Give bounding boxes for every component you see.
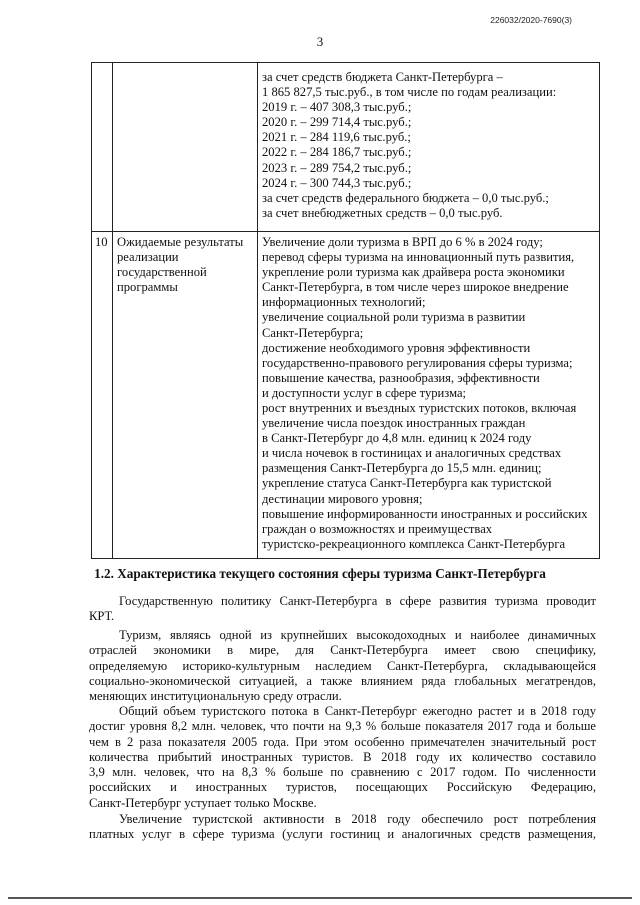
paragraph-line: Туризм, являясь одной из крупнейших высокодоходных и наиболее динамичных xyxy=(119,628,596,642)
result-line: повышение качества, разнообразия, эффективности xyxy=(262,370,540,385)
budget-line: 2021 г. – 284 119,6 тыс.руб.; xyxy=(262,130,411,145)
table-row xyxy=(92,231,600,558)
table-row xyxy=(92,63,600,232)
paragraph-line: чем в 2 раза показателя 2005 года. При этом особенно примечателен значительный рост xyxy=(89,734,596,749)
result-line: в Санкт-Петербург до 4,8 млн. единиц к 2024 году xyxy=(262,431,532,446)
result-line: Увеличение доли туризма в ВРП до 6 % в 2024 году; xyxy=(262,234,543,249)
budget-line: 1 865 827,5 тыс.руб., в том числе по годам реализации: xyxy=(262,85,557,100)
result-line: увеличение числа поездок иностранных граждан xyxy=(262,416,526,431)
result-line: укрепление статуса Санкт-Петербурга как туристской xyxy=(262,476,552,491)
budget-line: 2022 г. – 284 186,7 тыс.руб.; xyxy=(262,145,412,160)
row-number-cell xyxy=(92,63,113,232)
row-number-cell: 10 xyxy=(92,231,113,558)
result-line: Санкт-Петербурга; xyxy=(262,325,364,340)
paragraph xyxy=(89,704,596,811)
result-line: информационных технологий; xyxy=(262,295,426,310)
program-passport-table xyxy=(91,62,600,559)
budget-line: за счет внебюджетных средств – 0,0 тыс.руб. xyxy=(262,205,503,220)
row-value-cell xyxy=(258,231,600,558)
row-value-cell xyxy=(258,63,600,232)
row-name-cell xyxy=(113,63,258,232)
paragraph xyxy=(89,812,596,843)
paragraph-line: Санкт-Петербург уступает только Москве. xyxy=(89,795,317,810)
result-line: рост внутренних и въездных туристских потоков, включая xyxy=(262,400,577,415)
paragraph-line: КРТ. xyxy=(89,609,115,624)
row-name-line: реализации xyxy=(117,250,179,265)
paragraph-line: Государственную политику Санкт-Петербурга в сфере развития туризма проводит xyxy=(119,594,596,608)
budget-line: за счет средств бюджета Санкт-Петербурга – xyxy=(262,70,503,84)
result-line: государственно-правового регулирования сферы туризма; xyxy=(262,355,573,370)
result-line: дестинации мирового уровня; xyxy=(262,491,423,506)
result-line: и доступности услуг в сфере туризма; xyxy=(262,385,467,400)
paragraph-line: отраслей экономики в мире, для Санкт-Петербурга имеет свою специфику, xyxy=(89,643,596,658)
row-name-line: Ожидаемые результаты xyxy=(117,234,244,249)
paragraph xyxy=(89,594,596,625)
paragraph-line: меняющих институциональную среду отрасли. xyxy=(89,689,342,704)
result-line: перевод сферы туризма на инновационный путь развития, xyxy=(262,250,575,265)
paragraph-line: достиг уровня 8,2 млн. человек, что почти на 9,3 % больше показателя 2017 года и больше xyxy=(89,719,596,734)
budget-line: 2024 г. – 300 744,3 тыс.руб.; xyxy=(262,175,412,190)
paragraph-line: количества прибытий иностранных туристов. В 2018 году их количество составило xyxy=(89,749,596,764)
paragraph-line: 3,9 млн. человек, что на 8,3 % больше по сравнению с 2017 годом. По численности xyxy=(89,765,596,780)
result-line: Санкт-Петербурга, в том числе через широкое внедрение xyxy=(262,280,569,295)
document-id: 226032/2020-7690(3) xyxy=(490,15,572,25)
result-line: повышение информированности иностранных и российских xyxy=(262,506,588,521)
result-line: граждан о возможностях и преимуществах xyxy=(262,521,493,536)
paragraph-line: российских и иностранных туристов, посещающих Российскую Федерацию, xyxy=(89,780,596,795)
result-line: и числа ночевок в гостиницах и аналогичных средствах xyxy=(262,446,562,461)
budget-line: за счет средств федерального бюджета – 0,0 тыс.руб.; xyxy=(262,190,549,205)
page-number: 3 xyxy=(316,34,324,49)
row-name-line: государственной xyxy=(117,265,207,280)
result-line: туристско-рекреационного комплекса Санкт-Петербурга xyxy=(262,536,566,551)
paragraph xyxy=(89,628,596,704)
result-line: размещения Санкт-Петербурга до 15,5 млн. единиц; xyxy=(262,461,542,476)
paragraph-line: Увеличение туристской активности в 2018 году обеспечило рост потребления xyxy=(119,812,596,826)
budget-line: 2023 г. – 289 754,2 тыс.руб.; xyxy=(262,160,412,175)
result-line: укрепление роли туризма как драйвера роста экономики xyxy=(262,265,565,280)
paragraph-line: определяемую историко-культурным наследием Санкт-Петербурга, складывающейся xyxy=(89,658,596,673)
row-name-line: программы xyxy=(117,280,178,295)
row-name-cell xyxy=(113,231,258,558)
paragraph-line: платных услуг в сфере туризма (услуги гостиниц и аналогичных средств размещения, xyxy=(89,827,596,842)
budget-line: 2019 г. – 407 308,3 тыс.руб.; xyxy=(262,100,412,115)
section-title: 1.2. Характеристика текущего состояния сферы туризма Санкт-Петербурга xyxy=(94,566,546,581)
result-line: достижение необходимого уровня эффективности xyxy=(262,340,531,355)
paragraph-line: социально-экономической ситуацией, а также влиянием ряда глобальных мегатрендов, xyxy=(89,673,596,688)
budget-line: 2020 г. – 299 714,4 тыс.руб.; xyxy=(262,115,412,130)
result-line: увеличение социальной роли туризма в развитии xyxy=(262,310,526,325)
paragraph-line: Общий объем туристского потока в Санкт-Петербург ежегодно растет и в 2018 году xyxy=(119,704,596,718)
scan-bottom-edge xyxy=(8,897,632,899)
